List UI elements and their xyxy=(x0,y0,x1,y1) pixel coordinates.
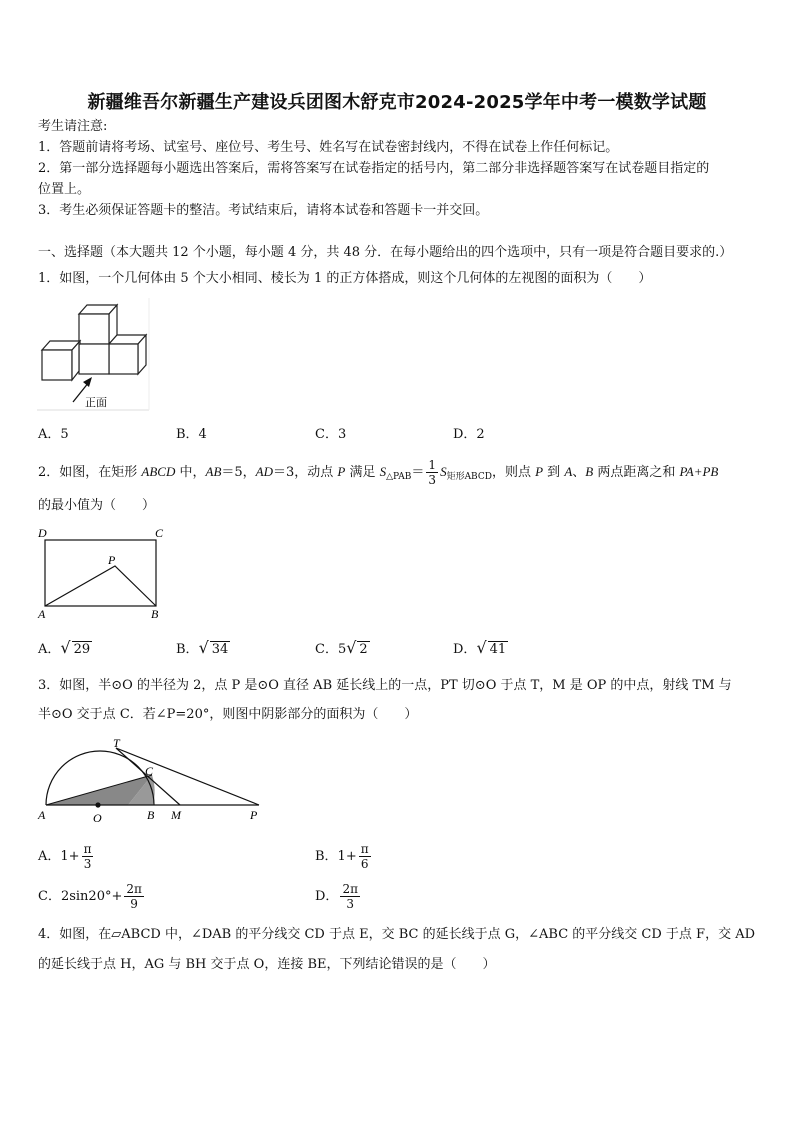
q1-option-d[interactable]: D．2 xyxy=(453,427,485,442)
q3-text-line2: 半⊙O 交于点 C．若∠P=20°，则图中阴影部分的面积为（ ） xyxy=(38,707,418,722)
section-heading: 一、选择题（本大题共 12 个小题，每小题 4 分，共 48 分．在每小题给出的四个选项中，只有一项是符合题目要求的.） xyxy=(38,245,733,260)
q2-label-a: A xyxy=(38,607,46,621)
q1-option-b[interactable]: B．4 xyxy=(176,427,207,442)
q1-option-c[interactable]: C．3 xyxy=(315,427,347,442)
q2-label-b: B xyxy=(151,607,159,621)
q2-option-c[interactable]: C．5√ 2 xyxy=(315,638,368,657)
q3-option-a[interactable]: A．1+ $\frac{\pi}{3}$ xyxy=(38,842,92,871)
q3-label-m: M xyxy=(171,808,181,822)
q3-label-p: P xyxy=(250,808,258,822)
notice-heading: 考生请注意: xyxy=(38,119,108,134)
q3-option-b[interactable]: B．1+ $\frac{\pi}{6}$ xyxy=(315,842,369,871)
q3-label-o: O xyxy=(93,811,102,825)
q3-option-d[interactable]: D． $\frac{2\pi}{3}$ xyxy=(315,882,358,911)
q2-text-line2: 的最小值为（ ） xyxy=(38,498,156,513)
q4-text-line1: 4．如图，在▱ABCD 中，∠DAB 的平分线交 CD 于点 E，交 BC 的延长线于点 G，∠ABC 的平分线交 CD 于点 F，交 AD xyxy=(38,927,756,942)
q1-option-a[interactable]: A．5 xyxy=(38,427,69,442)
q2-text: 2．如图，在矩形 ABCD 中，AB＝5，AD＝3，动点 P 满足 $S_{\triangle PAB}=$ $\frac{1}{3}$ $S_{矩形ABCD}$，则点 P 到 A、B 两点距离之和 PA+PB xyxy=(38,458,719,487)
q3-label-t: T xyxy=(113,736,120,750)
q2-label-c: C xyxy=(155,526,164,540)
notice-item: 3．考生必须保证答题卡的整洁。考试结束后，请将本试卷和答题卡一并交回。 xyxy=(38,203,489,218)
q3-label-a: A xyxy=(38,808,46,822)
q2-option-d[interactable]: D．√ 41 xyxy=(453,638,507,657)
q1-front-label: 正面 xyxy=(85,397,107,409)
notice-item: 2．第一部分选择题每小题选出答案后，需将答案写在试卷指定的括号内，第二部分非选择题答案写在试卷题目指定的 xyxy=(38,161,710,176)
q4-text-line2: 的延长线于点 H，AG 与 BH 交于点 O，连接 BE，下列结论错误的是（ ） xyxy=(38,957,496,972)
notice-item: 1．答题前请将考场、试室号、座位号、考生号、姓名写在试卷密封线内，不得在试卷上作任何标记。 xyxy=(38,140,619,155)
q2-option-b[interactable]: B．√ 34 xyxy=(176,638,229,657)
q2-fraction: $\frac{1}{3}$ xyxy=(428,458,437,487)
page-title: 新疆维吾尔新疆生产建设兵团图木舒克市2024-2025学年中考一模数学试题 xyxy=(87,92,707,113)
q3-label-b: B xyxy=(147,808,155,822)
q2-option-a[interactable]: A．√ 29 xyxy=(38,638,91,657)
q3-label-c: C xyxy=(145,764,154,778)
q2-label-d: D xyxy=(38,526,47,540)
q1-cube-figure xyxy=(37,298,152,416)
q3-text-line1: 3．如图，半⊙O 的半径为 2，点 P 是⊙O 直径 AB 延长线上的一点，PT 切⊙O 于点 T，M 是 OP 的中点，射线 TM 与 xyxy=(38,678,732,693)
q1-text: 1．如图，一个几何体由 5 个大小相同、棱长为 1 的正方体搭成，则这个几何体的左视图的面积为（ ） xyxy=(38,271,652,286)
q2-rectangle-figure xyxy=(36,525,171,621)
notice-item: 位置上。 xyxy=(38,182,91,197)
q3-semicircle-figure xyxy=(34,735,266,827)
q2-label-p: P xyxy=(108,553,116,567)
q3-option-c[interactable]: C．2sin20°+ $\frac{2\pi}{9}$ xyxy=(38,882,142,911)
